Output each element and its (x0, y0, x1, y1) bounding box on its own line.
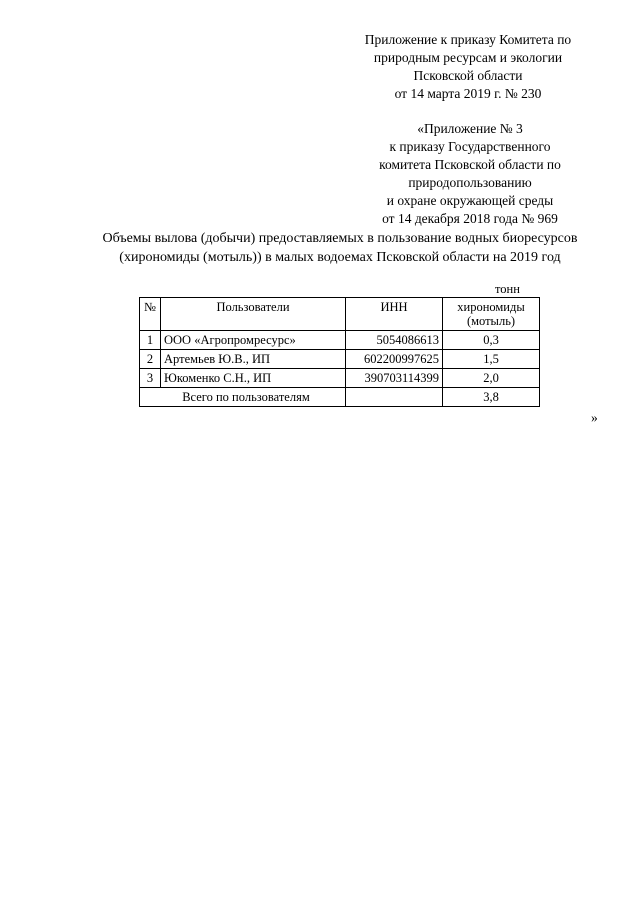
annex-header-line: от 14 декабря 2018 года № 969 (382, 211, 558, 226)
approval-header-line: природным ресурсам и экологии (373, 50, 563, 65)
annex-header-line: комитета Псковской области по (379, 157, 561, 172)
annex-header-line: природопользованию (408, 175, 532, 190)
document-title (60, 229, 620, 267)
total-inn (346, 388, 443, 407)
row-user: Юкоменко С.Н., ИП (161, 369, 346, 388)
row-user: Артемьев Ю.В., ИП (161, 350, 346, 369)
column-header-num: № (140, 298, 161, 331)
column-header-user: Пользователи (161, 298, 346, 331)
table-row (140, 350, 540, 369)
total-label: Всего по пользователям (140, 388, 346, 407)
column-header-volume-line: хирономиды (457, 300, 525, 314)
closing-quote-mark: » (591, 410, 598, 425)
row-volume: 2,0 (443, 369, 540, 388)
row-inn: 390703114399 (346, 369, 443, 388)
row-num: 3 (140, 369, 161, 388)
row-inn: 5054086613 (346, 331, 443, 350)
column-header-volume (443, 298, 540, 331)
row-inn: 602200997625 (346, 350, 443, 369)
row-user: ООО «Агропромресурс» (161, 331, 346, 350)
row-num: 1 (140, 331, 161, 350)
table-row (140, 331, 540, 350)
units-label: тонн (495, 282, 520, 296)
table-total-row (140, 388, 540, 407)
approval-header-line: Приложение к приказу Комитета по (364, 32, 572, 47)
row-volume: 1,5 (443, 350, 540, 369)
approval-header (338, 31, 598, 103)
approval-header-line: Псковской области (413, 68, 523, 83)
table-header-row (140, 298, 540, 331)
row-num: 2 (140, 350, 161, 369)
annex-header-line: «Приложение № 3 (417, 121, 523, 136)
column-header-inn: ИНН (346, 298, 443, 331)
volumes-table (139, 297, 540, 407)
document-title-line: Объемы вылова (добычи) предоставляемых в пользование водных биоресурсов (102, 231, 578, 246)
column-header-volume-line: (мотыль) (466, 314, 516, 328)
total-volume: 3,8 (443, 388, 540, 407)
annex-header (345, 120, 595, 228)
approval-header-line: от 14 марта 2019 г. № 230 (394, 86, 542, 101)
annex-header-line: и охране окружающей среды (386, 193, 554, 208)
table-row (140, 369, 540, 388)
row-volume: 0,3 (443, 331, 540, 350)
annex-header-line: к приказу Государственного (389, 139, 551, 154)
document-title-line: (хирономиды (мотыль)) в малых водоемах Псковской области на 2019 год (119, 250, 561, 265)
